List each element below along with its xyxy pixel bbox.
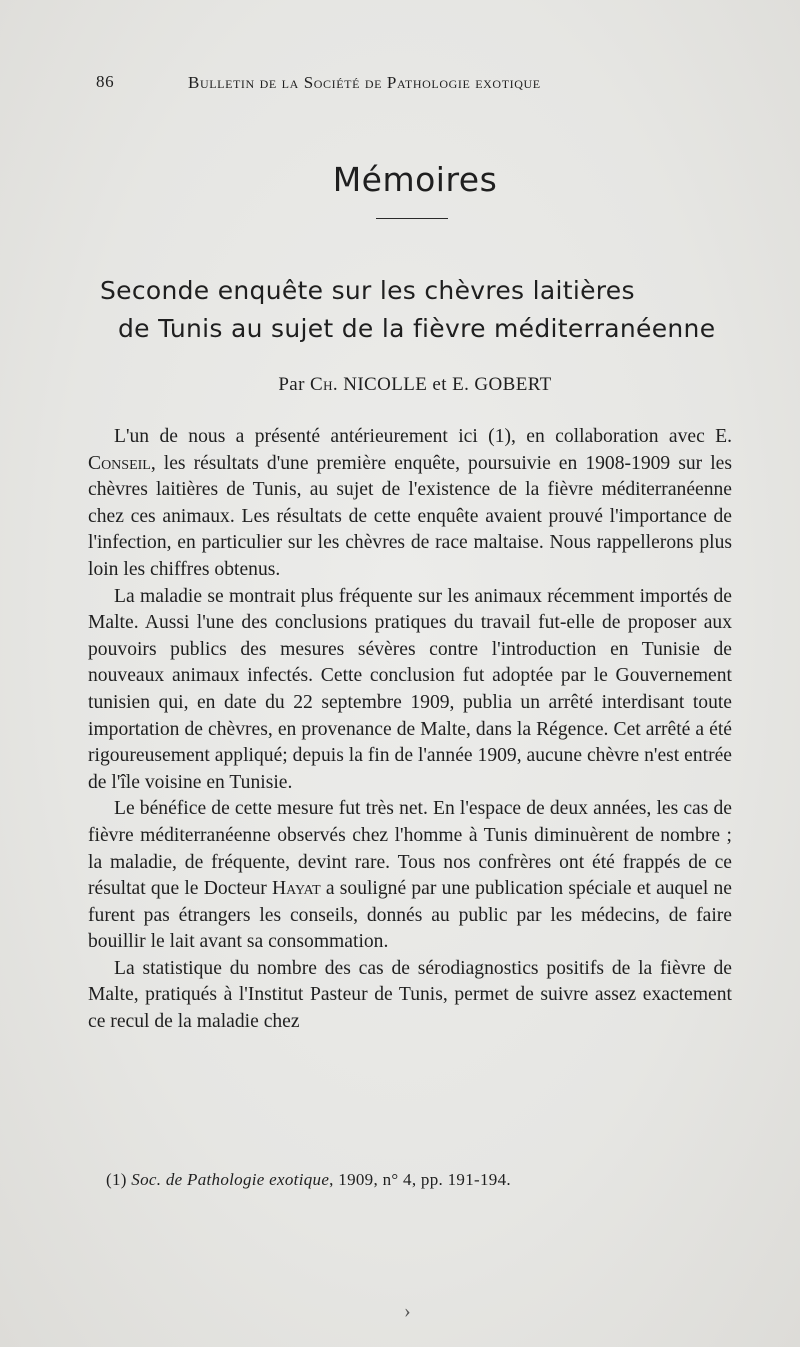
paragraph-1: [88, 424, 732, 584]
article-title: [100, 272, 740, 348]
section-title: Mémoires: [332, 160, 498, 199]
paragraph-2: La maladie se montrait plus fréquente sur les animaux récemment importés de Malte. Aussi l'une des conclusions pratiques du travail fut-elle de proposer aux pouvoirs publics des mesures sévères contre l'introduction en Tunisie de nouveaux animaux infectés. Cette conclusion fut adoptée par le Gouvernement tunisien qui, en date du 22 septembre 1909, publia un arrêté interdisant toute importation de chèvres, en provenance de Malte, dans la Régence. Cet arrêté a été rigoureusement appliqué; depuis la fin de l'année 1909, aucune chèvre n'est entrée de l'île voisine en Tunisie.: [88, 585, 732, 793]
footnote-marker: (1): [106, 1170, 127, 1189]
footnote-details: , 1909, n° 4, pp. 191-194.: [329, 1170, 511, 1189]
author-hayat: Hayat: [272, 878, 321, 900]
running-header: [96, 72, 656, 96]
article-body: [88, 424, 732, 1036]
paragraph-3-part-a: Le bénéfice de cette mesure fut très net. En l'espace de deux années, les cas de fièvre méditerranéenne observés chez l'homme à Tunis diminuèrent de nombre ; la maladie, de fréquente, devint rare. Tous nos confrères ont été frappés de ce résultat que le Docteur: [88, 798, 732, 900]
paragraph-3-part-b: a souligné par une publication spéciale et auquel ne furent pas étrangers les conseils, donnés au public par les médecins, de faire bouillir le lait avant sa consommation.: [88, 878, 732, 953]
page-number: 86: [96, 72, 115, 91]
bottom-mark: ›: [404, 1300, 411, 1322]
footnote: [106, 1170, 726, 1190]
article-title-line-1: Seconde enquête sur les chèvres laitières: [100, 276, 635, 305]
byline-prefix: Par: [278, 374, 305, 395]
journal-title: Bulletin de la Société de Pathologie exotique: [188, 73, 541, 92]
byline-initial: Ch.: [310, 374, 339, 395]
article-title-line-2: de Tunis au sujet de la fièvre méditerranéenne: [118, 314, 716, 343]
paragraph-4: La statistique du nombre des cas de sérodiagnostics positifs de la fièvre de Malte, pratiqués à l'Institut Pasteur de Tunis, permet de suivre assez exactement ce recul de la maladie chez: [88, 957, 732, 1033]
title-divider: [376, 218, 448, 219]
paragraph-1-part-b: , les résultats d'une première enquête, poursuivie en 1908-1909 sur les chèvres laitières de Tunis, au sujet de l'existence de la fièvre méditerranéenne chez ces animaux. Les résultats de cette enquête avaient prouvé l'importance de l'infection, en particulier sur les chèvres de race maltaise. Nous rappellerons plus loin les chiffres obtenus.: [88, 452, 732, 580]
footnote-source: Soc. de Pathologie exotique: [131, 1170, 330, 1189]
byline: [0, 374, 800, 396]
paragraph-1-part-a: L'un de nous a présenté antérieurement ici (1), en collaboration avec E.: [114, 426, 732, 447]
paragraph-3: [88, 796, 732, 956]
author-conseil: Conseil: [88, 452, 151, 474]
byline-authors: NICOLLE et E. GOBERT: [343, 374, 552, 395]
